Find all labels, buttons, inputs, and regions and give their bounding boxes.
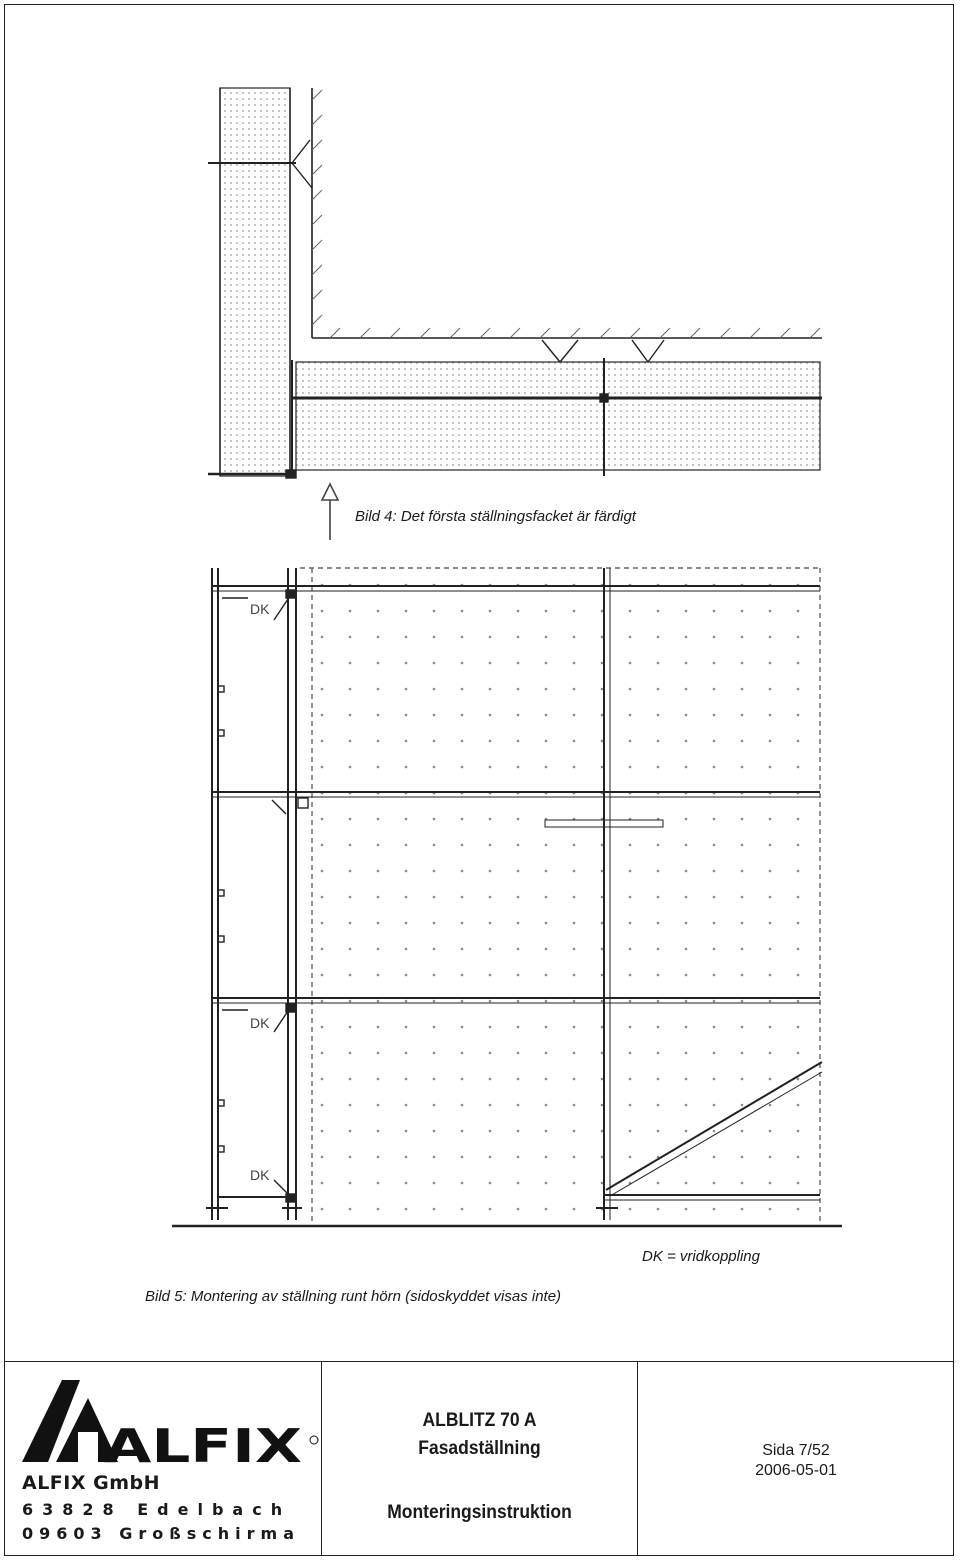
arrow-up-icon [322, 484, 338, 540]
figure-caption-bild5: Bild 5: Montering av ställning runt hörn (sidoskyddet visas inte) [145, 1288, 562, 1305]
page-info-cell [638, 1362, 954, 1556]
document-date: 2006-05-01 [755, 1462, 837, 1479]
plan-view [208, 88, 822, 478]
coupler-label: DK [250, 601, 270, 617]
coupler-label: DK [250, 1015, 270, 1031]
company-name: ALFIX GmbH [22, 1472, 161, 1494]
address-line-1: 63828 Edelbach [22, 1500, 292, 1519]
product-type: Fasadställning [418, 1438, 541, 1459]
elevation-view [172, 568, 842, 1226]
title-block [4, 1361, 954, 1556]
address-line-2: 09603 Großschirma [22, 1524, 300, 1543]
document-type: Monteringsinstruktion [387, 1502, 572, 1523]
logo-wordmark: ALFIX [104, 1419, 302, 1473]
page-number: Sida 7/52 [762, 1442, 830, 1459]
coupler-label: DK [250, 1167, 270, 1183]
figure-caption-bild4: Bild 4: Det första ställningsfacket är färdigt [355, 508, 636, 525]
legend-dk: DK = vridkoppling [642, 1248, 760, 1265]
company-logo-cell [4, 1362, 322, 1556]
document-title-cell [322, 1362, 638, 1556]
product-name: ALBLITZ 70 A [422, 1410, 537, 1431]
